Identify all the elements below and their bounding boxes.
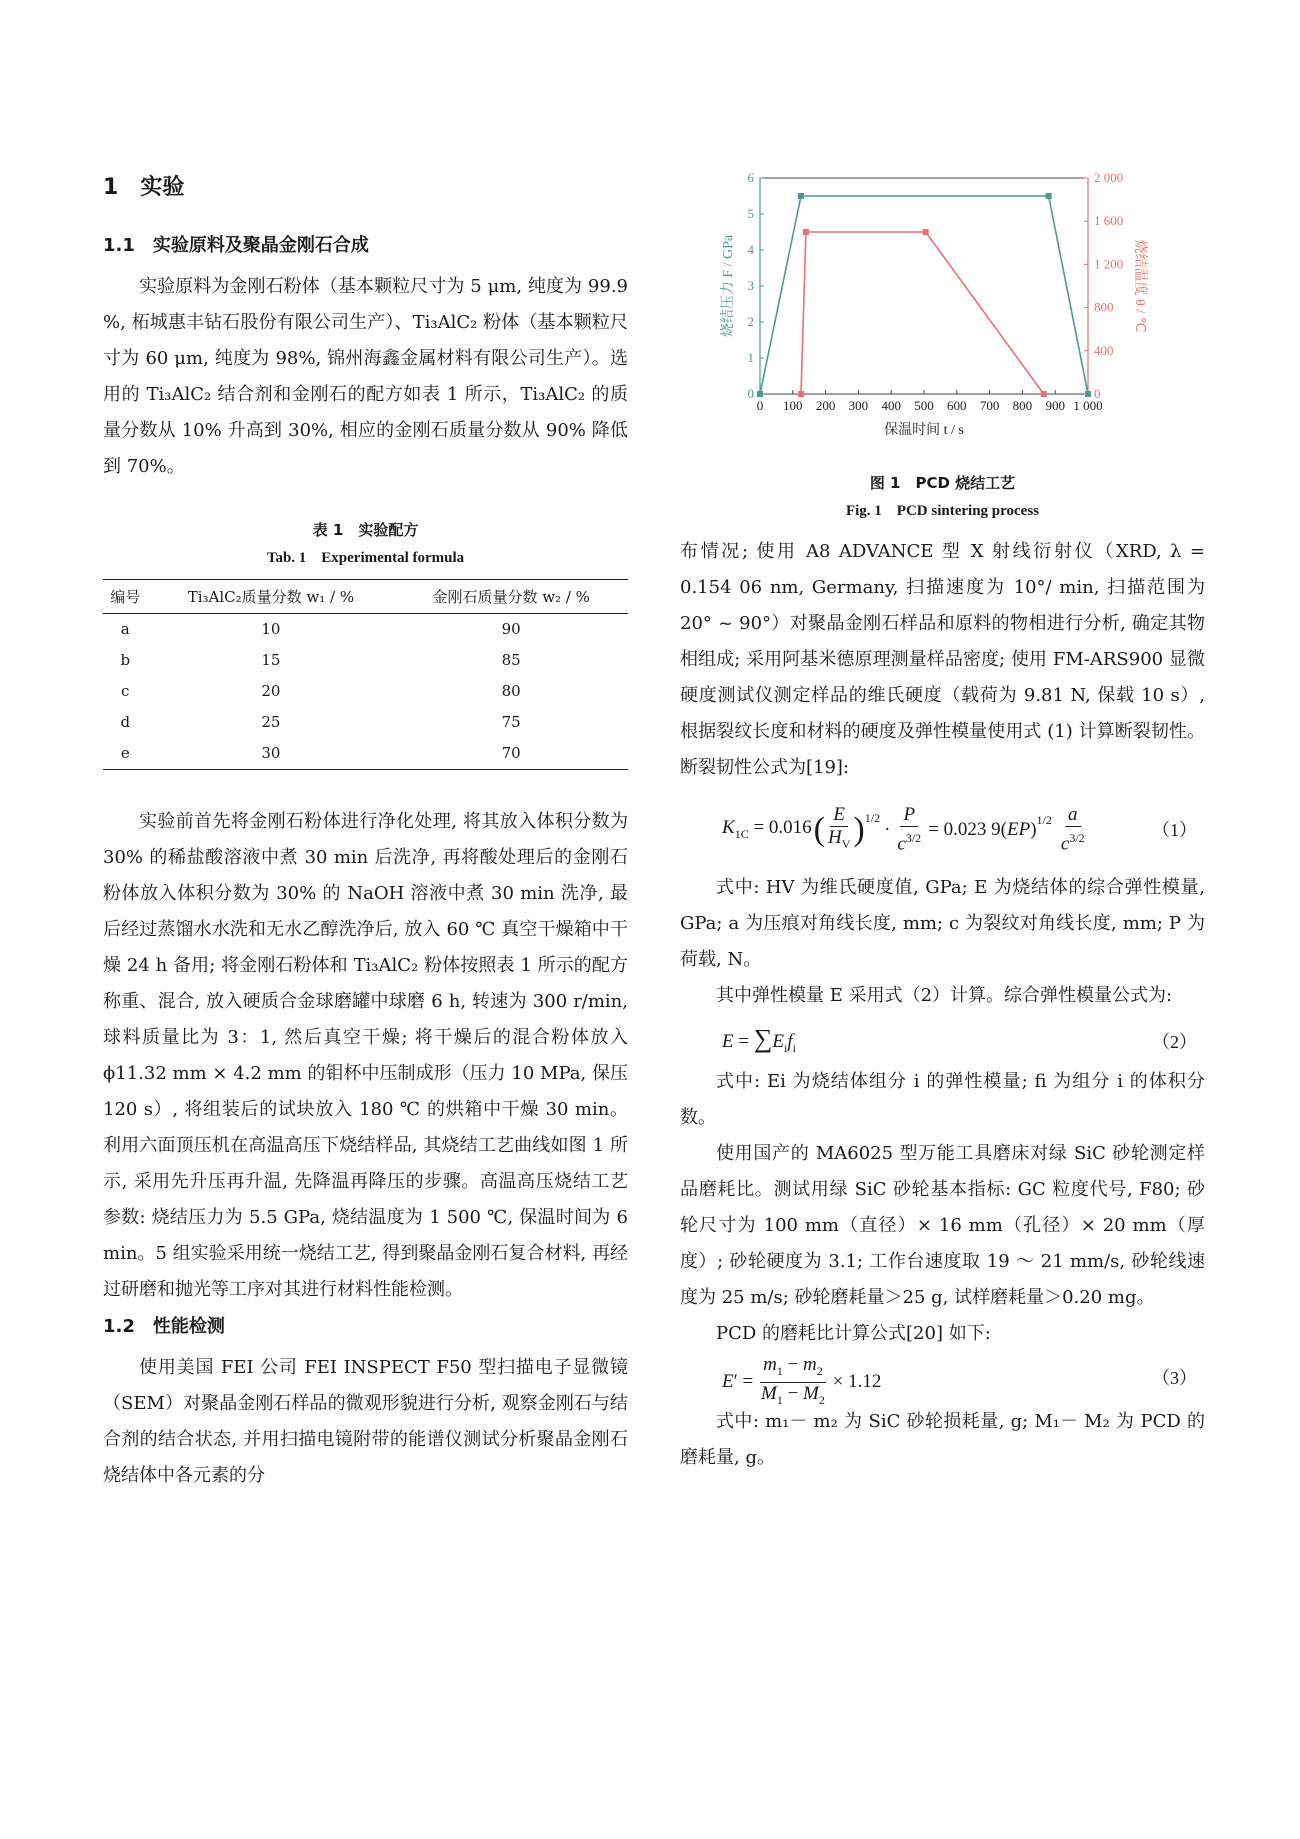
x-axis-label: 保温时间 t / s (884, 423, 964, 438)
y-tick-label: 0 (747, 386, 754, 401)
x-tick-label: 200 (815, 398, 836, 413)
x-tick-label: 0 (756, 398, 764, 413)
right-column (680, 160, 1205, 1476)
temperature-point (923, 229, 929, 235)
table-cell: 30 (148, 738, 395, 770)
chart-svg (688, 160, 1188, 450)
paragraph: 其中弹性模量 E 采用式（2）计算。综合弹性模量公式为: (716, 985, 1173, 1006)
x-tick-label: 800 (1012, 398, 1033, 413)
pressure-point (757, 391, 763, 397)
table-cell: 70 (394, 738, 628, 770)
y2-tick-label: 400 (1094, 342, 1114, 358)
paragraph: 使用美国 FEI 公司 FEI INSPECT F50 型扫描电子显微镜（SEM）对聚晶金刚石样品的微观形貌进行分析, 观察金刚石与结合剂的结合状态, 并用扫描电镜附带的能谱仪测试分析聚晶金刚石烧结体中各元素的分 (103, 1357, 628, 1486)
table-row (103, 707, 628, 738)
temperature-line (801, 232, 1044, 394)
subsection-number: 1.1 (103, 235, 135, 256)
subsection-heading (103, 1312, 628, 1338)
y2-tick-label: 1 600 (1094, 213, 1124, 229)
x-tick-label: 100 (783, 398, 803, 413)
pressure-point (1085, 391, 1091, 397)
y-tick-label: 6 (747, 170, 754, 185)
table-caption-en: Tab. 1 Experimental formula (266, 550, 465, 566)
table-block (103, 519, 628, 770)
y-tick-label: 2 (747, 314, 754, 329)
equation-3 (680, 1352, 1205, 1407)
y-tick-label: 4 (747, 242, 754, 257)
x-tick-label: 600 (947, 398, 967, 413)
paragraph: 使用国产的 MA6025 型万能工具磨床对绿 SiC 砂轮测定样品磨耗比。测试用绿 SiC 砂轮基本指标: GC 粒度代号, F80; 砂轮尺寸为 100 mm（直径）× 16 mm（孔径）× 20 mm（厚度）; 砂轮硬度为 3.1; 工作台速度取 19 ～ 21 mm/s, 砂轮线速度为 25 m/s; 砂轮磨耗量＞25 g, 试样磨耗量＞0.20 mg。 (680, 1143, 1205, 1308)
table-row (103, 738, 628, 770)
equation-1-body: $K_{1C} = 0.016$ ( $\frac{E}{H_V}$ ) $^{1/2}$ · $\frac{P}{c^{3/2}}$ = 0.023 9(EP) $^{1/2}$ $\frac{a}{c^{3/2}}$ (722, 804, 1085, 855)
y2-tick-label: 0 (1094, 386, 1101, 401)
table-cell: 15 (261, 651, 281, 669)
pressure-line (760, 196, 1088, 394)
sintering-chart (688, 160, 1188, 450)
table-header: 金刚石质量分数 w₂ / % (394, 580, 628, 614)
subsection-title: 实验原料及聚晶金刚石合成 (152, 235, 369, 256)
paragraph: 实验原料为金刚石粉体（基本颗粒尺寸为 5 μm, 纯度为 99.9 %, 柘城惠丰钻石股份有限公司生产）、Ti₃AlC₂ 粉体（基本颗粒尺寸为 60 μm, 纯度为 98%, 锦州海鑫金属材料有限公司生产）。选用的 Ti₃AlC₂ 结合剂和金刚石的配方如表 1 所示，Ti₃AlC₂ 的质量分数从 10% 升高到 30%, 相应的金刚石质量分数从 90% 降低到 70%。 (103, 276, 628, 477)
x-tick-label: 300 (848, 398, 869, 413)
table-caption-cn: 表 1 实验配方 (312, 521, 419, 539)
table-row (103, 645, 628, 676)
section-heading (103, 170, 628, 201)
table-cell: c (121, 682, 130, 700)
paragraph: 式中: m₁－ m₂ 为 SiC 砂轮损耗量, g; M₁－ M₂ 为 PCD 的磨耗量, g。 (680, 1411, 1205, 1468)
x-tick-label: 1 000 (1073, 398, 1103, 413)
temperature-point (798, 391, 804, 397)
pressure-point (798, 193, 804, 199)
table-cell: 85 (501, 651, 521, 669)
table-header: Ti₃AlC₂质量分数 w₁ / % (148, 580, 395, 614)
figure-caption-cn: 图 1 PCD 烧结工艺 (869, 474, 1016, 492)
table-cell: 10 (261, 620, 281, 638)
table-header-row (103, 580, 628, 614)
table-cell: a (120, 620, 130, 638)
equation-2-body: $E = \sum E_if_i$ (722, 1024, 796, 1055)
table-row (103, 614, 628, 646)
table-cell: 75 (501, 713, 521, 731)
table-cell: e (103, 738, 148, 770)
y-tick-label: 3 (747, 278, 754, 293)
table-header: 编号 (103, 580, 148, 614)
y2-tick-label: 2 000 (1094, 170, 1124, 185)
paragraph: 实验前首先将金刚石粉体进行净化处理, 将其放入体积分数为 30% 的稀盐酸溶液中煮 30 min 后洗净, 再将酸处理后的金刚石粉体放入体积分数为 30% 的 NaOH 溶液中煮 30 min 洗净, 最后经过蒸馏水水洗和无水乙醇洗净后, 放入 60 ℃ 真空干燥箱中干燥 24 h 备用; 将金刚石粉体和 Ti₃AlC₂ 粉体按照表 1 所示的配方称重、混合, 放入硬质合金球磨罐中球磨 6 h, 转速为 300 r/min, 球料质量比为 3：1, 然后真空干燥; 将干燥后的混合粉体放入 ϕ11.32 mm × 4.2 mm 的钼杯中压制成形（压力 10 MPa, 保压 120 s）, 将组装后的试块放入 180 ℃ 的烘箱中干燥 30 min。利用六面顶压机在高温高压下烧结样品, 其烧结工艺曲线如图 1 所示, 采用先升压再升温, 先降温再降压的步骤。高温高压烧结工艺参数: 烧结压力为 5.5 GPa, 烧结温度为 1 500 ℃, 保温时间为 6 min。5 组实验采用统一烧结工艺, 得到聚晶金刚石复合材料, 再经过研磨和抛光等工序对其进行材料性能检测。 (103, 811, 628, 1300)
left-column (103, 160, 628, 1494)
equation-number: （3） (1152, 1368, 1197, 1388)
plot-frame (760, 178, 1088, 394)
equation-number: （1） (1152, 820, 1197, 840)
subsection-number: 1.2 (103, 1316, 135, 1337)
subsection-title: 性能检测 (152, 1316, 225, 1337)
x-tick-label: 400 (881, 398, 901, 413)
y-tick-label: 1 (747, 350, 754, 365)
x-tick-label: 500 (914, 398, 934, 413)
y2-tick-label: 1 200 (1094, 256, 1124, 272)
section-title: 实验 (140, 175, 185, 200)
equation-number: （2） (1152, 1032, 1197, 1052)
table-row (103, 676, 628, 707)
table-cell: 90 (501, 620, 521, 638)
temperature-point (1041, 391, 1047, 397)
y2-axis-label: 烧结温度 θ / ℃ (1132, 239, 1147, 333)
pressure-point (1046, 193, 1052, 199)
paragraph: 布情况; 使用 A8 ADVANCE 型 X 射线衍射仪（XRD, λ = 0.154 06 nm, Germany, 扫描速度为 10°/ min, 扫描范围为 20° ~ 90°）对聚晶金刚石样品和原料的物相进行分析, 确定其物相组成; 采用阿基米德原理测量样品密度; 使用 FM-ARS900 显微硬度测试仪测定样品的维氏硬度（载荷为 9.81 N, 保载 10 s）, 根据裂纹长度和材料的硬度及弹性模量使用式 (1) 计算断裂韧性。断裂韧性公式为[19]: (680, 541, 1205, 778)
y-axis-label: 烧结压力 F / GPa (721, 234, 736, 338)
figure-caption-en: Fig. 1 PCD sintering process (845, 503, 1040, 519)
table-cell: d (120, 713, 131, 731)
table-cell: b (120, 651, 131, 669)
temperature-point (803, 229, 809, 235)
y-tick-label: 5 (747, 206, 754, 221)
paragraph: 式中: HV 为维氏硬度值, GPa; E 为烧结体的综合弹性模量, GPa; a 为压痕对角线长度, mm; c 为裂纹对角线长度, mm; P 为荷载, N。 (680, 877, 1205, 970)
equation-3-body: E′ = $\frac{m_1 - m_2}{M_1 - M_2}$ × 1.12 (722, 1354, 882, 1407)
subsection-heading (103, 231, 628, 257)
table-cell: 20 (261, 682, 281, 700)
table-cell: 80 (501, 682, 521, 700)
y2-tick-label: 800 (1094, 299, 1114, 315)
table-cell: 25 (261, 713, 281, 731)
formula-table (103, 579, 628, 770)
equation-2 (680, 1014, 1205, 1064)
x-tick-label: 900 (1045, 398, 1065, 413)
x-tick-label: 700 (979, 398, 1000, 413)
section-number: 1 (103, 175, 119, 200)
paragraph: 式中: Ei 为烧结体组分 i 的弹性模量; fi 为组分 i 的体积分数。 (680, 1071, 1205, 1128)
paragraph: PCD 的磨耗比计算公式[20] 如下: (716, 1323, 991, 1344)
equation-1 (680, 794, 1205, 870)
